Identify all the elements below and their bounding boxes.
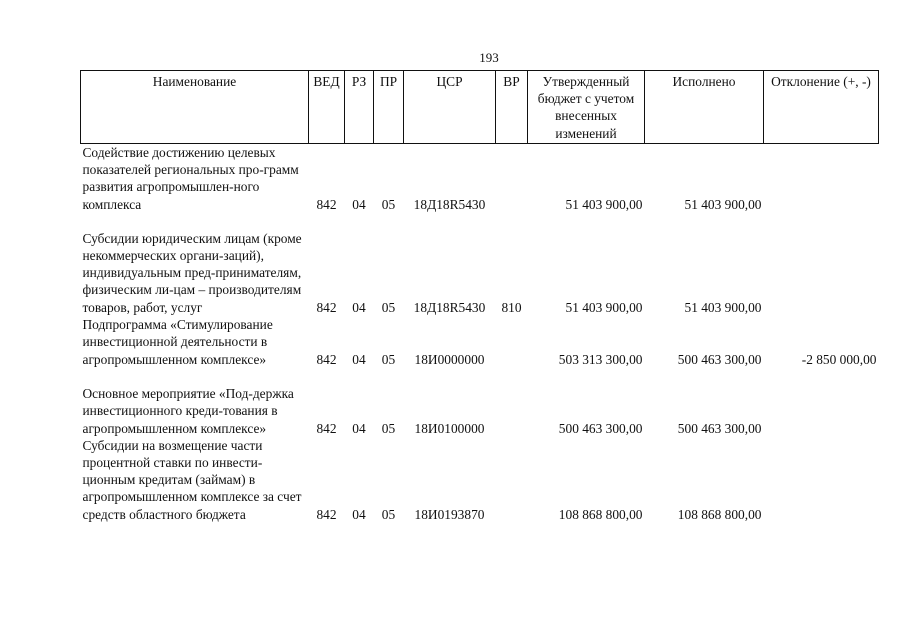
row-executed: 51 403 900,00 xyxy=(684,299,762,315)
row-rz: 04 xyxy=(352,299,366,315)
header-vr: ВР xyxy=(496,71,528,144)
row-executed: 108 868 800,00 xyxy=(677,506,762,522)
row-csr: 18И0193870 xyxy=(414,506,485,522)
row-deviation xyxy=(764,368,879,437)
row-ved: 842 xyxy=(316,420,337,436)
row-approved: 51 403 900,00 xyxy=(565,196,643,212)
header-approved: Утвержденный бюджет с учетом внесенных изменений xyxy=(528,71,645,144)
row-vr xyxy=(496,143,528,213)
row-vr xyxy=(496,368,528,437)
row-pr: 05 xyxy=(381,196,396,212)
row-name: Содействие достижению целевых показателей региональных про-грамм развития агропромышлен-ного комплекса xyxy=(82,145,299,212)
row-pr: 05 xyxy=(381,506,396,522)
row-ved: 842 xyxy=(316,506,337,522)
row-ved: 842 xyxy=(316,351,337,367)
row-executed: 51 403 900,00 xyxy=(684,196,762,212)
row-name: Субсидии на возмещение части процентной ставки по инвести-ционным кредитам (займам) в агропромышленном комплексе за счет средств областного бюджета xyxy=(82,437,302,522)
row-rz: 04 xyxy=(352,196,366,212)
row-approved: 500 463 300,00 xyxy=(558,420,643,436)
row-rz: 04 xyxy=(352,351,366,367)
row-csr: 18Д18R5430 xyxy=(413,196,486,212)
row-rz: 04 xyxy=(352,506,366,522)
budget-table xyxy=(80,70,879,523)
row-pr: 05 xyxy=(381,420,396,436)
table-row xyxy=(81,368,879,437)
header-pr: ПР xyxy=(374,71,404,144)
row-approved: 503 313 300,00 xyxy=(558,351,643,367)
row-csr: 18И0100000 xyxy=(414,420,485,436)
header-name: Наименование xyxy=(81,71,309,144)
row-deviation: -2 850 000,00 xyxy=(801,351,877,367)
row-vr xyxy=(496,437,528,523)
row-executed: 500 463 300,00 xyxy=(677,420,762,436)
row-rz: 04 xyxy=(352,420,366,436)
row-vr xyxy=(496,316,528,368)
row-approved: 108 868 800,00 xyxy=(558,506,643,522)
header-csr: ЦСР xyxy=(404,71,496,144)
row-ved: 842 xyxy=(316,299,337,315)
row-deviation xyxy=(764,213,879,316)
header-rz: РЗ xyxy=(345,71,374,144)
row-pr: 05 xyxy=(381,299,396,315)
table-row xyxy=(81,316,879,368)
row-pr: 05 xyxy=(381,351,396,367)
row-vr: 810 xyxy=(501,299,522,315)
table-header-row xyxy=(81,71,879,144)
row-name: Подпрограмма «Стимулирование инвестиционной деятельности в агропромышленном комплексе» xyxy=(82,317,273,367)
table-row xyxy=(81,213,879,316)
row-name: Основное мероприятие «Под-держка инвестиционного креди-тования в агропромышленном комплексе» xyxy=(82,386,294,436)
row-deviation xyxy=(764,437,879,523)
row-ved: 842 xyxy=(316,196,337,212)
header-deviation: Отклонение (+, -) xyxy=(764,71,879,144)
header-ved: ВЕД xyxy=(309,71,345,144)
row-name: Субсидии юридическим лицам (кроме некоммерческих органи-заций), индивидуальным пред-принимателям, физическим ли-цам – производителям товаров, работ, услуг xyxy=(82,230,302,315)
table-row xyxy=(81,143,879,213)
row-executed: 500 463 300,00 xyxy=(677,351,762,367)
header-executed: Исполнено xyxy=(645,71,764,144)
row-deviation xyxy=(764,143,879,213)
page-number: 193 xyxy=(479,50,499,65)
row-csr: 18И0000000 xyxy=(414,351,485,367)
row-approved: 51 403 900,00 xyxy=(565,299,643,315)
table-row xyxy=(81,437,879,523)
row-csr: 18Д18R5430 xyxy=(413,299,486,315)
